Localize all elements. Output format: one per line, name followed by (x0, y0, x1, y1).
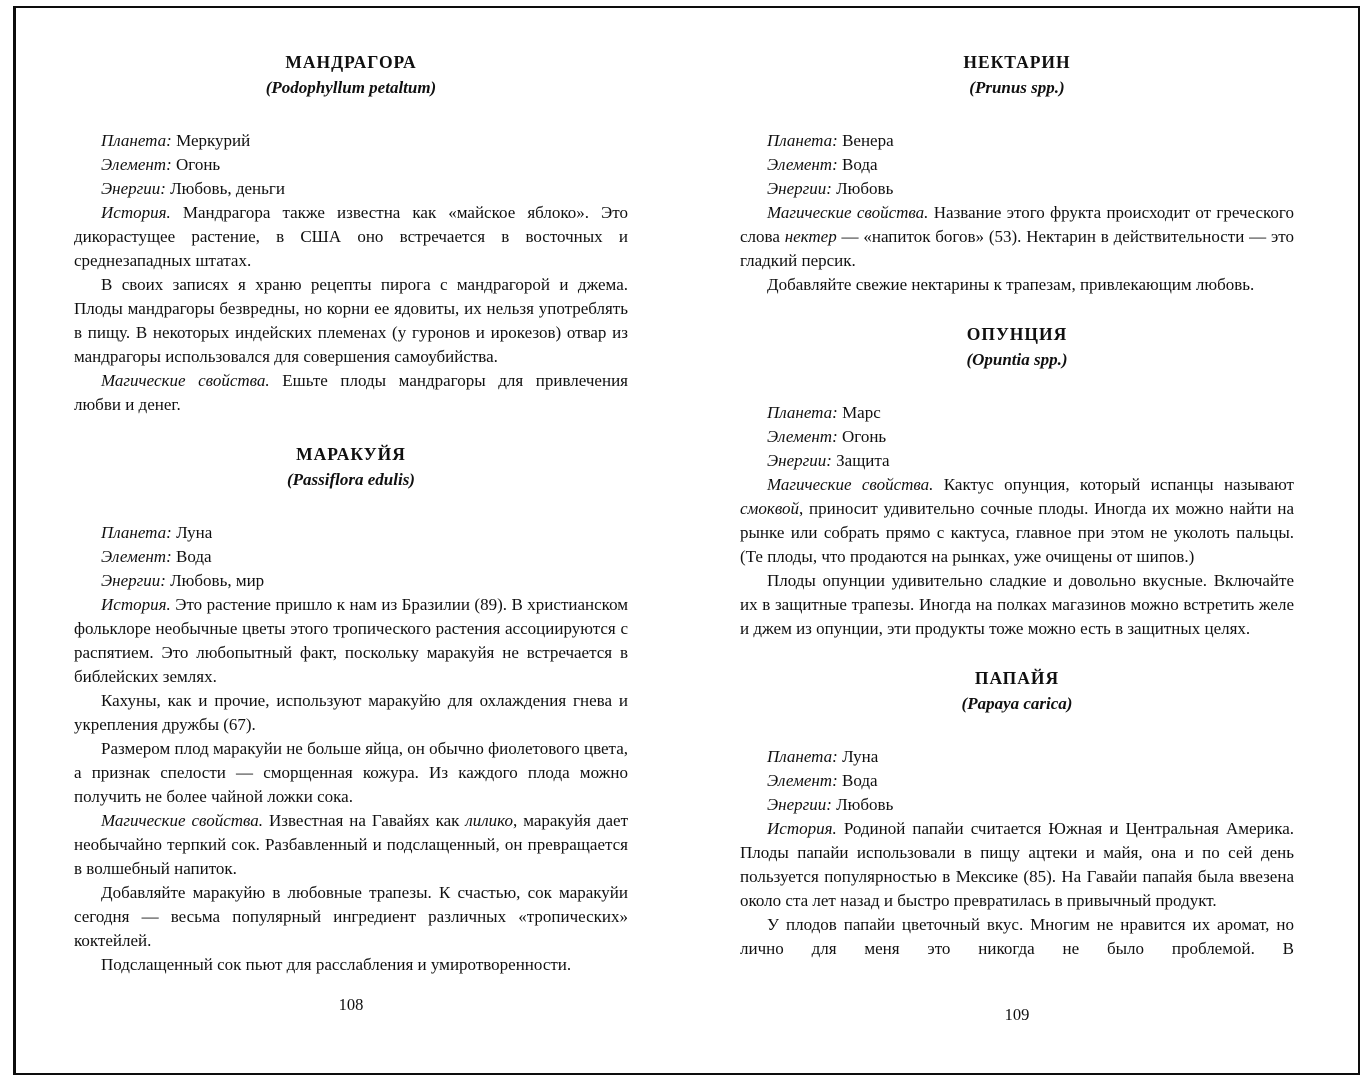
paragraph (740, 745, 1294, 769)
page-right (740, 50, 1294, 1073)
body-text: Родиной папайи считается Южная и Центральная Америка. Плоды папайи использовали в пищу ацтеки и майя, она и по сей день пользуется популярностью в Мексике (85). На Гавайи папайя была ввезена около ста лет назад и быстро превратилась в привычный продукт. (740, 819, 1294, 910)
body-text: Кактус опунция, который испанцы называют (943, 475, 1294, 494)
plant-section (74, 442, 628, 977)
italic-text: Планета: (767, 403, 843, 422)
body-text: Ешьте плоды мандрагоры для привлечения любви и денег. (74, 371, 628, 414)
italic-text: нектер (784, 227, 837, 246)
section-title: МАРАКУЙЯ (296, 444, 406, 464)
body-text: Вода (842, 155, 878, 174)
paragraph (74, 593, 628, 689)
body-text: Меркурий (176, 131, 251, 150)
paragraph (74, 689, 628, 737)
paragraph (74, 953, 628, 977)
italic-text: лилико (465, 811, 513, 830)
body-text: Венера (842, 131, 894, 150)
page-number: 109 (1004, 1005, 1030, 1024)
plant-section (74, 50, 628, 417)
italic-text: Элемент: (767, 771, 842, 790)
body-text: — «напиток богов» (53). Нектарин в действительности — это гладкий персик. (740, 227, 1294, 270)
body-text: , приносит удивительно сочные плоды. Иногда их можно найти на рынке или собрать прямо с кактуса, главное при этом не уколоть пальцы. (Те плоды, что продаются на рынках, уже очищены от шипов.) (740, 499, 1294, 566)
body-text: Вода (176, 547, 212, 566)
plant-section (740, 666, 1294, 961)
page-number: 108 (338, 995, 364, 1014)
italic-text: История. (101, 203, 183, 222)
italic-text: Планета: (101, 523, 177, 542)
body-text: Любовь (836, 179, 894, 198)
body-text: Луна (176, 523, 213, 542)
body-text: Любовь, деньги (170, 179, 285, 198)
italic-text: смоквой (740, 499, 800, 518)
paragraph (740, 201, 1294, 273)
italic-text: Планета: (767, 131, 843, 150)
italic-text: Магические свойства. (767, 475, 944, 494)
paragraph (740, 913, 1294, 961)
italic-text: Элемент: (767, 427, 842, 446)
paragraph (740, 273, 1294, 297)
body-text: Размером плод маракуйи не больше яйца, он обычно фиолетового цвета, а признак спелости — сморщенная кожура. Из каждого плода можно получить не более чайной ложки сока. (74, 739, 628, 806)
italic-text: Планета: (767, 747, 843, 766)
italic-text: История. (767, 819, 844, 838)
body-text: Марс (842, 403, 881, 422)
body-text: Плоды опунции удивительно сладкие и довольно вкусные. Включайте их в защитные трапезы. Иногда на полках магазинов можно встретить желе и джем из опунции, эти продукты тоже можно есть в защитных целях. (740, 571, 1294, 638)
section-title: НЕКТАРИН (963, 52, 1071, 72)
body-text: У плодов папайи цветочный вкус. Многим не нравится их аромат, но лично для меня это никогда не было проблемой. В (740, 915, 1294, 958)
paragraph (74, 521, 628, 545)
section-title: ОПУНЦИЯ (966, 324, 1068, 344)
italic-text: Энергии: (767, 179, 837, 198)
paragraph (740, 425, 1294, 449)
italic-text: Энергии: (767, 451, 837, 470)
page-left (74, 50, 628, 1073)
paragraph (740, 769, 1294, 793)
paragraph (74, 737, 628, 809)
paragraph (740, 569, 1294, 641)
section-latin-name: (Prunus spp.) (969, 78, 1065, 97)
italic-text: История. (101, 595, 176, 614)
paragraph (740, 177, 1294, 201)
paragraph (74, 569, 628, 593)
italic-text: Магические свойства. (101, 811, 269, 830)
italic-text: Энергии: (101, 571, 171, 590)
body-text: , маракуйя дает необычайно терпкий сок. Разбавленный и подслащенный, он превращается в волшебный напиток. (74, 811, 628, 878)
body-text: Кахуны, как и прочие, используют маракуйю для охлаждения гнева и укрепления дружбы (67). (74, 691, 628, 734)
page-body (740, 50, 1294, 961)
body-text: Защита (836, 451, 890, 470)
book-spread (16, 8, 1358, 1073)
italic-text: Энергии: (101, 179, 171, 198)
paragraph (74, 129, 628, 153)
paragraph (74, 273, 628, 369)
section-latin-name: (Papaya carica) (961, 694, 1073, 713)
body-text: Огонь (842, 427, 887, 446)
italic-text: Элемент: (767, 155, 842, 174)
italic-text: Энергии: (767, 795, 837, 814)
plant-section (740, 50, 1294, 297)
body-text: Мандрагора также известна как «майское яблоко». Это дикорастущее растение, в США оно встречается в восточных и среднезападных штатах. (74, 203, 628, 270)
page-body (74, 50, 628, 977)
body-text: Известная на Гавайях как (269, 811, 466, 830)
body-text: Подслащенный сок пьют для расслабления и умиротворенности. (101, 955, 572, 974)
body-text: Название этого фрукта происходит от греческого слова (740, 203, 1294, 246)
section-title: МАНДРАГОРА (285, 52, 417, 72)
paragraph (74, 153, 628, 177)
paragraph (740, 817, 1294, 913)
section-latin-name: (Opuntia spp.) (966, 350, 1068, 369)
italic-text: Планета: (101, 131, 177, 150)
paragraph (740, 153, 1294, 177)
paragraph (74, 177, 628, 201)
italic-text: Магические свойства. (767, 203, 934, 222)
body-text: Луна (842, 747, 879, 766)
paragraph (740, 129, 1294, 153)
paragraph (74, 369, 628, 417)
section-title: ПАПАЙЯ (974, 668, 1060, 688)
italic-text: Магические свойства. (101, 371, 283, 390)
body-text: Добавляйте маракуйю в любовные трапезы. К счастью, сок маракуйи сегодня — весьма популярный ингредиент различных «тропических» коктейлей. (74, 883, 628, 950)
section-latin-name: (Podophyllum petaltum) (265, 78, 437, 97)
paragraph (740, 401, 1294, 425)
paragraph (74, 545, 628, 569)
italic-text: Элемент: (101, 547, 176, 566)
paragraph (74, 881, 628, 953)
body-text: Любовь (836, 795, 894, 814)
italic-text: Элемент: (101, 155, 176, 174)
body-text: Огонь (176, 155, 221, 174)
paragraph (74, 201, 628, 273)
paragraph (740, 793, 1294, 817)
body-text: Любовь, мир (170, 571, 265, 590)
body-text: В своих записях я храню рецепты пирога с мандрагорой и джема. Плоды мандрагоры безвредны, но корни ее ядовиты, их нельзя употреблять в пищу. В некоторых индейских племенах (у гуронов и ирокезов) отвар из мандрагоры использовался для совершения самоубийства. (74, 275, 628, 366)
body-text: Добавляйте свежие нектарины к трапезам, привлекающим любовь. (767, 275, 1255, 294)
section-latin-name: (Passiflora edulis) (287, 470, 415, 489)
paragraph (740, 449, 1294, 473)
plant-section (740, 322, 1294, 641)
body-text: Вода (842, 771, 878, 790)
paragraph (74, 809, 628, 881)
paragraph (740, 473, 1294, 569)
body-text: Это растение пришло к нам из Бразилии (89). В христианском фольклоре необычные цветы этого тропического растения ассоциируются с распятием. Это любопытный факт, поскольку маракуйя не встречается в библейских землях. (74, 595, 628, 686)
